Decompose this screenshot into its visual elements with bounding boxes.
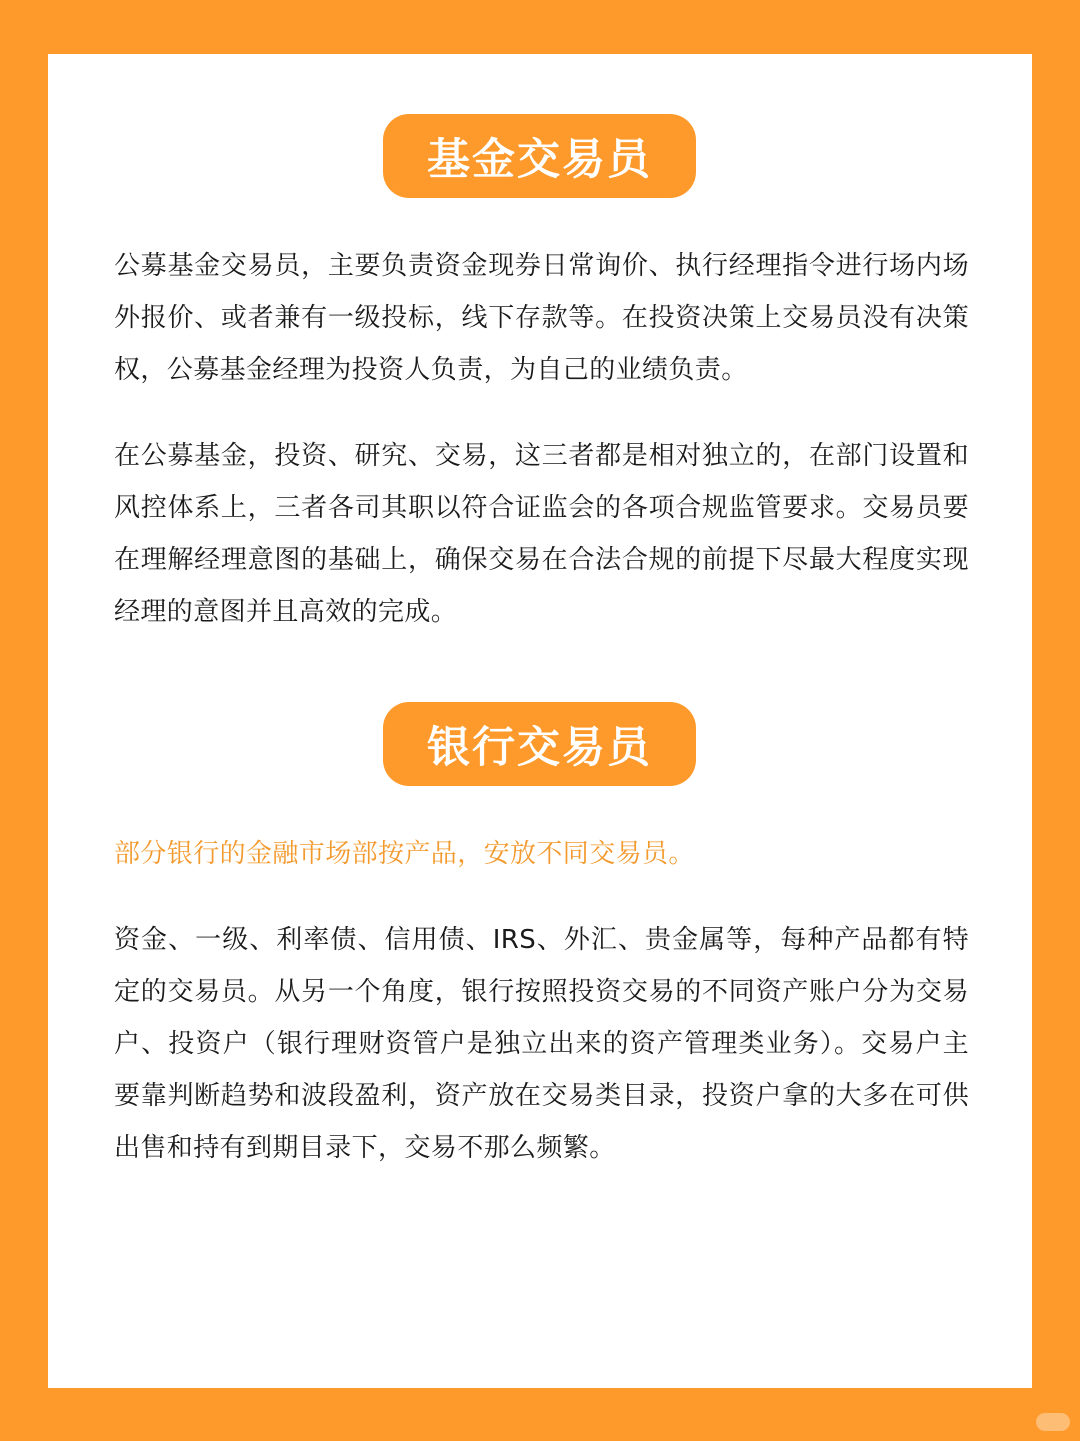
fund-trader-paragraph-2: 在公募基金，投资、研究、交易，这三者都是相对独立的，在部门设置和风控体系上，三者各司其职以符合证监会的各项合规监管要求。交易员要在理解经理意图的基础上，确保交易在合法合规的前提下尽最大程度实现经理的意图并且高效的完成。 <box>114 441 969 627</box>
bank-trader-highlight: 部分银行的金融市场部按产品，安放不同交易员。 <box>114 839 695 869</box>
section-title-text: 银行交易员 <box>427 722 652 773</box>
bank-trader-paragraph-1: 资金、一级、利率债、信用债、IRS、外汇、贵金属等，每种产品都有特定的交易员。从另一个角度，银行按照投资交易的不同资产账户分为交易户、投资户（银行理财资管户是独立出来的资产管理类业务）。交易户主要靠判断趋势和波段盈利，资产放在交易类目录，投资户拿的大多在可供出售和持有到期目录下，交易不那么频繁。 <box>114 925 969 1163</box>
section-title-fund-trader <box>383 114 696 198</box>
watermark-badge <box>1036 1413 1070 1431</box>
section-title-text: 基金交易员 <box>427 134 652 185</box>
section-title-bank-trader <box>383 702 696 786</box>
fund-trader-paragraph-1: 公募基金交易员，主要负责资金现券日常询价、执行经理指令进行场内场外报价、或者兼有一级投标，线下存款等。在投资决策上交易员没有决策权，公募基金经理为投资人负责，为自己的业绩负责。 <box>114 251 969 385</box>
content-card <box>48 54 1032 1388</box>
